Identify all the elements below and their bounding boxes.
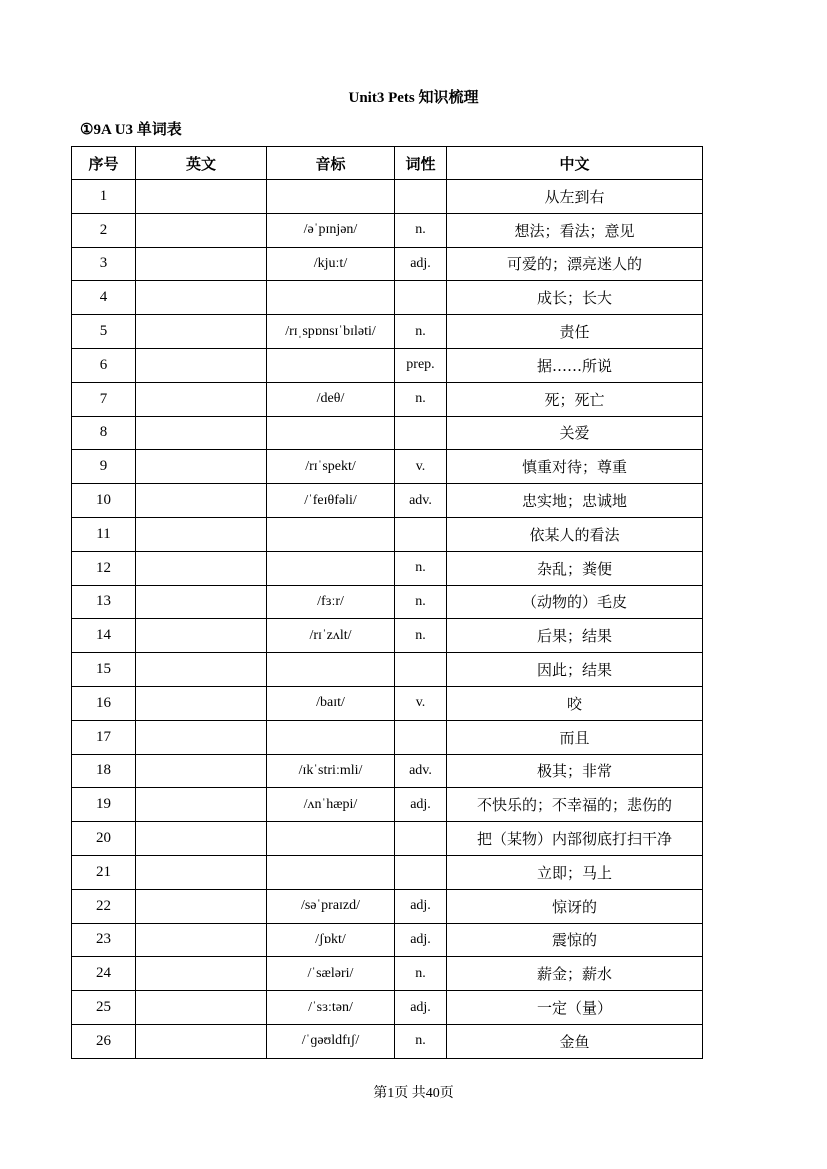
- row-index: 17: [72, 720, 136, 754]
- row-index: 24: [72, 957, 136, 991]
- chinese-cell: 后果；结果: [447, 619, 703, 653]
- row-index: 1: [72, 180, 136, 214]
- part-of-speech-cell: adj.: [395, 788, 447, 822]
- table-row: [72, 416, 703, 450]
- row-index: 25: [72, 991, 136, 1025]
- chinese-cell: 依某人的看法: [447, 517, 703, 551]
- part-of-speech-cell: [395, 822, 447, 856]
- phonetic-cell: [267, 855, 395, 889]
- part-of-speech-cell: [395, 180, 447, 214]
- row-index: 10: [72, 484, 136, 518]
- phonetic-cell: [267, 348, 395, 382]
- english-cell: [136, 686, 267, 720]
- chinese-cell: 忠实地；忠诚地: [447, 484, 703, 518]
- phonetic-cell: /deθ/: [267, 382, 395, 416]
- english-cell: [136, 991, 267, 1025]
- phonetic-cell: [267, 517, 395, 551]
- row-index: 18: [72, 754, 136, 788]
- table-row: [72, 855, 703, 889]
- phonetic-cell: /səˈpraɪzd/: [267, 889, 395, 923]
- phonetic-cell: [267, 653, 395, 687]
- part-of-speech-cell: adv.: [395, 484, 447, 518]
- english-cell: [136, 551, 267, 585]
- chinese-cell: 薪金；薪水: [447, 957, 703, 991]
- phonetic-cell: /ʃɒkt/: [267, 923, 395, 957]
- phonetic-cell: /ˈsɜːtən/: [267, 991, 395, 1025]
- english-cell: [136, 653, 267, 687]
- page-footer: 第1页 共40页: [373, 1086, 454, 1101]
- english-cell: [136, 957, 267, 991]
- phonetic-cell: /kjuːt/: [267, 247, 395, 281]
- row-index: 4: [72, 281, 136, 315]
- chinese-cell: 立即；马上: [447, 855, 703, 889]
- row-index: 3: [72, 247, 136, 281]
- part-of-speech-cell: adj.: [395, 991, 447, 1025]
- header-index: 序号: [72, 147, 136, 180]
- part-of-speech-cell: adv.: [395, 754, 447, 788]
- english-cell: [136, 619, 267, 653]
- row-index: 11: [72, 517, 136, 551]
- chinese-cell: 责任: [447, 315, 703, 349]
- english-cell: [136, 822, 267, 856]
- table-row: [72, 686, 703, 720]
- table-row: [72, 517, 703, 551]
- phonetic-cell: /ˈɡəʊldfɪʃ/: [267, 1024, 395, 1058]
- chinese-cell: 一定（量）: [447, 991, 703, 1025]
- part-of-speech-cell: n.: [395, 957, 447, 991]
- part-of-speech-cell: n.: [395, 213, 447, 247]
- english-cell: [136, 484, 267, 518]
- english-cell: [136, 348, 267, 382]
- table-row: [72, 1024, 703, 1058]
- table-row: [72, 957, 703, 991]
- header-part-of-speech: 词性: [395, 147, 447, 180]
- table-row: [72, 484, 703, 518]
- part-of-speech-cell: n.: [395, 1024, 447, 1058]
- page-title: Unit3 Pets 知识梳理: [348, 90, 479, 106]
- english-cell: [136, 416, 267, 450]
- chinese-cell: 杂乱；粪便: [447, 551, 703, 585]
- phonetic-cell: [267, 180, 395, 214]
- phonetic-cell: /əˈpɪnjən/: [267, 213, 395, 247]
- phonetic-cell: /ɪkˈstriːmli/: [267, 754, 395, 788]
- part-of-speech-cell: n.: [395, 585, 447, 619]
- chinese-cell: 把（某物）内部彻底打扫干净: [447, 822, 703, 856]
- english-cell: [136, 788, 267, 822]
- row-index: 12: [72, 551, 136, 585]
- table-row: [72, 754, 703, 788]
- chinese-cell: 而且: [447, 720, 703, 754]
- section-heading: ①9A U3 单词表: [80, 122, 182, 138]
- part-of-speech-cell: n.: [395, 619, 447, 653]
- table-row: [72, 247, 703, 281]
- row-index: 15: [72, 653, 136, 687]
- header-english: 英文: [136, 147, 267, 180]
- row-index: 23: [72, 923, 136, 957]
- part-of-speech-cell: [395, 517, 447, 551]
- part-of-speech-cell: adj.: [395, 247, 447, 281]
- row-index: 21: [72, 855, 136, 889]
- part-of-speech-cell: prep.: [395, 348, 447, 382]
- phonetic-cell: /ˈfeɪθfəli/: [267, 484, 395, 518]
- part-of-speech-cell: v.: [395, 686, 447, 720]
- part-of-speech-cell: adj.: [395, 889, 447, 923]
- phonetic-cell: [267, 720, 395, 754]
- phonetic-cell: /rɪˈzʌlt/: [267, 619, 395, 653]
- vocab-table: [71, 146, 703, 1059]
- table-row: [72, 653, 703, 687]
- table-row: [72, 788, 703, 822]
- part-of-speech-cell: [395, 416, 447, 450]
- row-index: 6: [72, 348, 136, 382]
- row-index: 14: [72, 619, 136, 653]
- table-row: [72, 991, 703, 1025]
- chinese-cell: 震惊的: [447, 923, 703, 957]
- chinese-cell: 关爱: [447, 416, 703, 450]
- row-index: 19: [72, 788, 136, 822]
- header-chinese: 中文: [447, 147, 703, 180]
- part-of-speech-cell: n.: [395, 382, 447, 416]
- row-index: 2: [72, 213, 136, 247]
- table-row: [72, 450, 703, 484]
- chinese-cell: 慎重对待；尊重: [447, 450, 703, 484]
- part-of-speech-cell: n.: [395, 315, 447, 349]
- part-of-speech-cell: [395, 281, 447, 315]
- english-cell: [136, 382, 267, 416]
- part-of-speech-cell: [395, 855, 447, 889]
- phonetic-cell: /baɪt/: [267, 686, 395, 720]
- table-row: [72, 180, 703, 214]
- chinese-cell: 咬: [447, 686, 703, 720]
- phonetic-cell: /ˈsæləri/: [267, 957, 395, 991]
- part-of-speech-cell: [395, 720, 447, 754]
- chinese-cell: 从左到右: [447, 180, 703, 214]
- english-cell: [136, 315, 267, 349]
- table-row: [72, 619, 703, 653]
- part-of-speech-cell: n.: [395, 551, 447, 585]
- row-index: 22: [72, 889, 136, 923]
- english-cell: [136, 247, 267, 281]
- table-row: [72, 213, 703, 247]
- english-cell: [136, 754, 267, 788]
- phonetic-cell: /fɜːr/: [267, 585, 395, 619]
- phonetic-cell: /rɪˌspɒnsɪˈbɪləti/: [267, 315, 395, 349]
- chinese-cell: 死；死亡: [447, 382, 703, 416]
- english-cell: [136, 585, 267, 619]
- header-phonetic: 音标: [267, 147, 395, 180]
- table-header-row: [72, 147, 703, 180]
- phonetic-cell: [267, 822, 395, 856]
- table-row: [72, 348, 703, 382]
- chinese-cell: 据……所说: [447, 348, 703, 382]
- chinese-cell: 成长；长大: [447, 281, 703, 315]
- part-of-speech-cell: [395, 653, 447, 687]
- chinese-cell: 不快乐的；不幸福的；悲伤的: [447, 788, 703, 822]
- table-row: [72, 585, 703, 619]
- table-row: [72, 551, 703, 585]
- english-cell: [136, 450, 267, 484]
- chinese-cell: 惊讶的: [447, 889, 703, 923]
- table-row: [72, 382, 703, 416]
- row-index: 13: [72, 585, 136, 619]
- phonetic-cell: [267, 416, 395, 450]
- table-row: [72, 822, 703, 856]
- part-of-speech-cell: v.: [395, 450, 447, 484]
- row-index: 7: [72, 382, 136, 416]
- chinese-cell: 极其；非常: [447, 754, 703, 788]
- vocab-table-body: [72, 180, 703, 1059]
- phonetic-cell: /ʌnˈhæpi/: [267, 788, 395, 822]
- row-index: 20: [72, 822, 136, 856]
- table-row: [72, 889, 703, 923]
- table-row: [72, 281, 703, 315]
- table-row: [72, 923, 703, 957]
- row-index: 9: [72, 450, 136, 484]
- chinese-cell: 可爱的；漂亮迷人的: [447, 247, 703, 281]
- english-cell: [136, 720, 267, 754]
- row-index: 16: [72, 686, 136, 720]
- part-of-speech-cell: adj.: [395, 923, 447, 957]
- row-index: 5: [72, 315, 136, 349]
- english-cell: [136, 517, 267, 551]
- english-cell: [136, 1024, 267, 1058]
- chinese-cell: 想法；看法；意见: [447, 213, 703, 247]
- chinese-cell: 金鱼: [447, 1024, 703, 1058]
- english-cell: [136, 213, 267, 247]
- row-index: 26: [72, 1024, 136, 1058]
- english-cell: [136, 180, 267, 214]
- row-index: 8: [72, 416, 136, 450]
- chinese-cell: （动物的）毛皮: [447, 585, 703, 619]
- table-row: [72, 315, 703, 349]
- english-cell: [136, 855, 267, 889]
- chinese-cell: 因此；结果: [447, 653, 703, 687]
- table-row: [72, 720, 703, 754]
- english-cell: [136, 281, 267, 315]
- phonetic-cell: [267, 281, 395, 315]
- english-cell: [136, 889, 267, 923]
- phonetic-cell: /rɪˈspekt/: [267, 450, 395, 484]
- phonetic-cell: [267, 551, 395, 585]
- english-cell: [136, 923, 267, 957]
